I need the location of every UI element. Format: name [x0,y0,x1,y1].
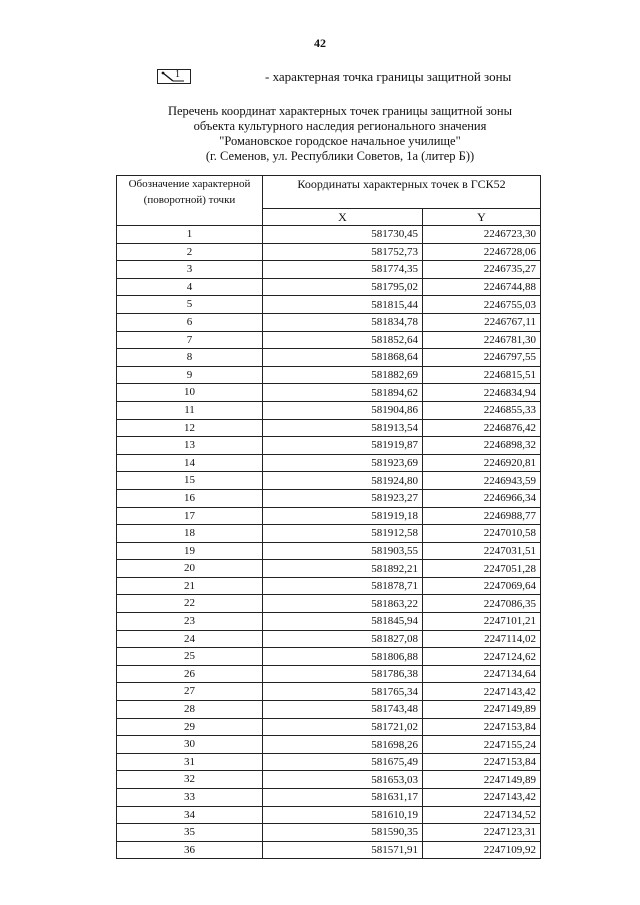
x-coordinate: 581765,34 [263,683,423,701]
x-coordinate: 581743,48 [263,701,423,719]
x-coordinate: 581675,49 [263,753,423,771]
table-row [117,419,541,437]
x-coordinate: 581878,71 [263,577,423,595]
x-coordinate: 581919,87 [263,437,423,455]
table-row [117,472,541,490]
y-coordinate: 2247153,84 [423,753,541,771]
point-number: 2 [117,243,263,261]
y-coordinate: 2246767,11 [423,313,541,331]
x-coordinate: 581698,26 [263,736,423,754]
y-coordinate: 2246755,03 [423,296,541,314]
x-coordinate: 581774,35 [263,261,423,279]
table-row [117,771,541,789]
point-number: 21 [117,577,263,595]
x-coordinate: 581924,80 [263,472,423,490]
table-row [117,736,541,754]
heading-line: Перечень координат характерных точек границы защитной зоны [167,104,513,118]
y-coordinate: 2247109,92 [423,841,541,859]
heading-line: объекта культурного наследия регионального значения [193,119,487,133]
document-heading [60,104,620,164]
table-row [117,489,541,507]
boundary-point-symbol [157,69,191,84]
x-coordinate: 581815,44 [263,296,423,314]
point-number: 7 [117,331,263,349]
table-row [117,630,541,648]
point-number: 31 [117,753,263,771]
y-coordinate: 2247051,28 [423,560,541,578]
point-number: 11 [117,401,263,419]
point-number: 34 [117,806,263,824]
table-row [117,366,541,384]
table-row [117,577,541,595]
table-row [117,806,541,824]
table-row [117,331,541,349]
x-coordinate: 581610,19 [263,806,423,824]
table-row [117,243,541,261]
table-row [117,595,541,613]
y-coordinate: 2247155,24 [423,736,541,754]
point-number: 28 [117,701,263,719]
table-row [117,261,541,279]
table-row [117,613,541,631]
table-row [117,701,541,719]
point-number: 26 [117,665,263,683]
x-coordinate: 581845,94 [263,613,423,631]
header-coordinates: Координаты характерных точек в ГСК52 [263,176,541,209]
y-coordinate: 2247143,42 [423,789,541,807]
point-number: 17 [117,507,263,525]
x-coordinate: 581923,27 [263,489,423,507]
x-coordinate: 581852,64 [263,331,423,349]
y-coordinate: 2247069,64 [423,577,541,595]
point-number: 27 [117,683,263,701]
x-coordinate: 581913,54 [263,419,423,437]
y-coordinate: 2246815,51 [423,366,541,384]
x-coordinate: 581631,17 [263,789,423,807]
x-coordinate: 581919,18 [263,507,423,525]
symbol-label: 1 [175,69,180,80]
legend [155,68,555,88]
table-row [117,384,541,402]
table-row [117,665,541,683]
header-x: X [263,209,423,226]
y-coordinate: 2246744,88 [423,278,541,296]
x-coordinate: 581882,69 [263,366,423,384]
x-coordinate: 581912,58 [263,525,423,543]
x-coordinate: 581834,78 [263,313,423,331]
y-coordinate: 2246943,59 [423,472,541,490]
point-number: 10 [117,384,263,402]
table-row [117,753,541,771]
y-coordinate: 2247124,62 [423,648,541,666]
point-number: 19 [117,542,263,560]
header-y: Y [423,209,541,226]
table-row [117,278,541,296]
x-coordinate: 581923,69 [263,454,423,472]
y-coordinate: 2246735,27 [423,261,541,279]
x-coordinate: 581571,91 [263,841,423,859]
table-row [117,507,541,525]
y-coordinate: 2247149,89 [423,771,541,789]
x-coordinate: 581795,02 [263,278,423,296]
x-coordinate: 581863,22 [263,595,423,613]
y-coordinate: 2247153,84 [423,718,541,736]
point-number: 9 [117,366,263,384]
x-coordinate: 581730,45 [263,226,423,244]
table-row [117,525,541,543]
point-number: 25 [117,648,263,666]
point-number: 24 [117,630,263,648]
point-number: 23 [117,613,263,631]
y-coordinate: 2246834,94 [423,384,541,402]
table-row [117,349,541,367]
y-coordinate: 2247114,02 [423,630,541,648]
y-coordinate: 2246797,55 [423,349,541,367]
point-number: 13 [117,437,263,455]
x-coordinate: 581806,88 [263,648,423,666]
table-row [117,437,541,455]
y-coordinate: 2247149,89 [423,701,541,719]
x-coordinate: 581827,08 [263,630,423,648]
point-number: 36 [117,841,263,859]
point-number: 4 [117,278,263,296]
x-coordinate: 581752,73 [263,243,423,261]
table-body [117,226,541,859]
coordinates-table [116,175,541,859]
y-coordinate: 2246728,06 [423,243,541,261]
table-row [117,401,541,419]
y-coordinate: 2246898,32 [423,437,541,455]
point-number: 8 [117,349,263,367]
y-coordinate: 2247123,31 [423,824,541,842]
x-coordinate: 581892,21 [263,560,423,578]
y-coordinate: 2246988,77 [423,507,541,525]
point-number: 29 [117,718,263,736]
point-number: 32 [117,771,263,789]
y-coordinate: 2246920,81 [423,454,541,472]
x-coordinate: 581868,64 [263,349,423,367]
point-number: 6 [117,313,263,331]
x-coordinate: 581653,03 [263,771,423,789]
y-coordinate: 2246876,42 [423,419,541,437]
x-coordinate: 581904,86 [263,401,423,419]
table-row [117,718,541,736]
point-number: 1 [117,226,263,244]
y-coordinate: 2246781,30 [423,331,541,349]
x-coordinate: 581786,38 [263,665,423,683]
y-coordinate: 2247101,21 [423,613,541,631]
table-row [117,542,541,560]
point-number: 14 [117,454,263,472]
y-coordinate: 2247134,52 [423,806,541,824]
heading-line: "Романовское городское начальное училище" [219,134,461,148]
table-row [117,313,541,331]
y-coordinate: 2247086,35 [423,595,541,613]
point-number: 16 [117,489,263,507]
point-number: 5 [117,296,263,314]
table-row [117,560,541,578]
y-coordinate: 2246723,30 [423,226,541,244]
table-row [117,789,541,807]
table-row [117,454,541,472]
table-row [117,296,541,314]
y-coordinate: 2247134,64 [423,665,541,683]
point-number: 3 [117,261,263,279]
page-number: 42 [314,36,326,50]
x-coordinate: 581894,62 [263,384,423,402]
point-number: 18 [117,525,263,543]
point-number: 30 [117,736,263,754]
y-coordinate: 2247010,58 [423,525,541,543]
legend-text: - характерная точка границы защитной зоны [265,69,512,84]
y-coordinate: 2247143,42 [423,683,541,701]
point-number: 12 [117,419,263,437]
y-coordinate: 2246855,33 [423,401,541,419]
y-coordinate: 2246966,34 [423,489,541,507]
y-coordinate: 2247031,51 [423,542,541,560]
point-number: 20 [117,560,263,578]
table-row [117,683,541,701]
point-number: 15 [117,472,263,490]
x-coordinate: 581903,55 [263,542,423,560]
table-row [117,841,541,859]
heading-line: (г. Семенов, ул. Республики Советов, 1а (литер Б)) [205,149,475,163]
table-row [117,824,541,842]
x-coordinate: 581590,35 [263,824,423,842]
point-number: 35 [117,824,263,842]
header-point-designation: Обозначение характерной (поворотной) точки [117,176,263,226]
table-row [117,226,541,244]
point-number: 22 [117,595,263,613]
x-coordinate: 581721,02 [263,718,423,736]
point-number: 33 [117,789,263,807]
table-row [117,648,541,666]
